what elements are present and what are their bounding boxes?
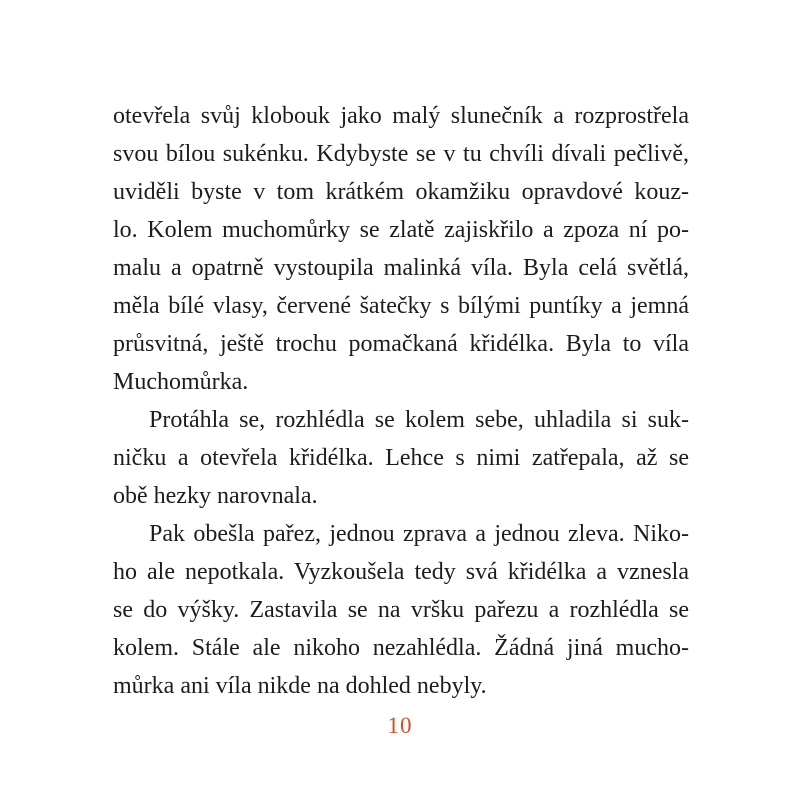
text-line: malu a opatrně vystoupila malinká víla. Byla celá světlá, [113, 255, 689, 281]
text-line: se do výšky. Zastavila se na vršku pařezu a rozhlédla se [113, 597, 689, 623]
text-line: obě hezky narovnala. [113, 483, 318, 509]
body-text [113, 97, 689, 705]
text-line: lo. Kolem muchomůrky se zlatě zajiskřilo a zpoza ní po- [113, 217, 689, 243]
text-line: průsvitná, ještě trochu pomačkaná křidélka. Byla to víla [113, 331, 689, 357]
text-line: uviděli byste v tom krátkém okamžiku opravdové kouz- [113, 179, 689, 205]
paragraph-3 [113, 515, 689, 705]
text-line: kolem. Stále ale nikoho nezahlédla. Žádná jiná mucho- [113, 635, 689, 661]
text-line: ničku a otevřela křidélka. Lehce s nimi zatřepala, až se [113, 445, 689, 471]
paragraph-2 [113, 401, 689, 515]
text-line: Muchomůrka. [113, 369, 249, 395]
text-line: ho ale nepotkala. Vyzkoušela tedy svá křidélka a vznesla [113, 559, 689, 585]
paragraph-1 [113, 97, 689, 401]
text-line: měla bílé vlasy, červené šatečky s bílými puntíky a jemná [113, 293, 689, 319]
text-line: otevřela svůj klobouk jako malý slunečník a rozprostřela [113, 103, 689, 129]
text-line: svou bílou sukénku. Kdybyste se v tu chvíli dívali pečlivě, [113, 141, 689, 167]
text-line: Protáhla se, rozhlédla se kolem sebe, uhladila si suk- [149, 407, 689, 433]
text-line: můrka ani víla nikde na dohled nebyly. [113, 673, 487, 699]
page-number: 10 [387, 713, 413, 738]
text-line: Pak obešla pařez, jednou zprava a jednou zleva. Niko- [149, 521, 689, 547]
